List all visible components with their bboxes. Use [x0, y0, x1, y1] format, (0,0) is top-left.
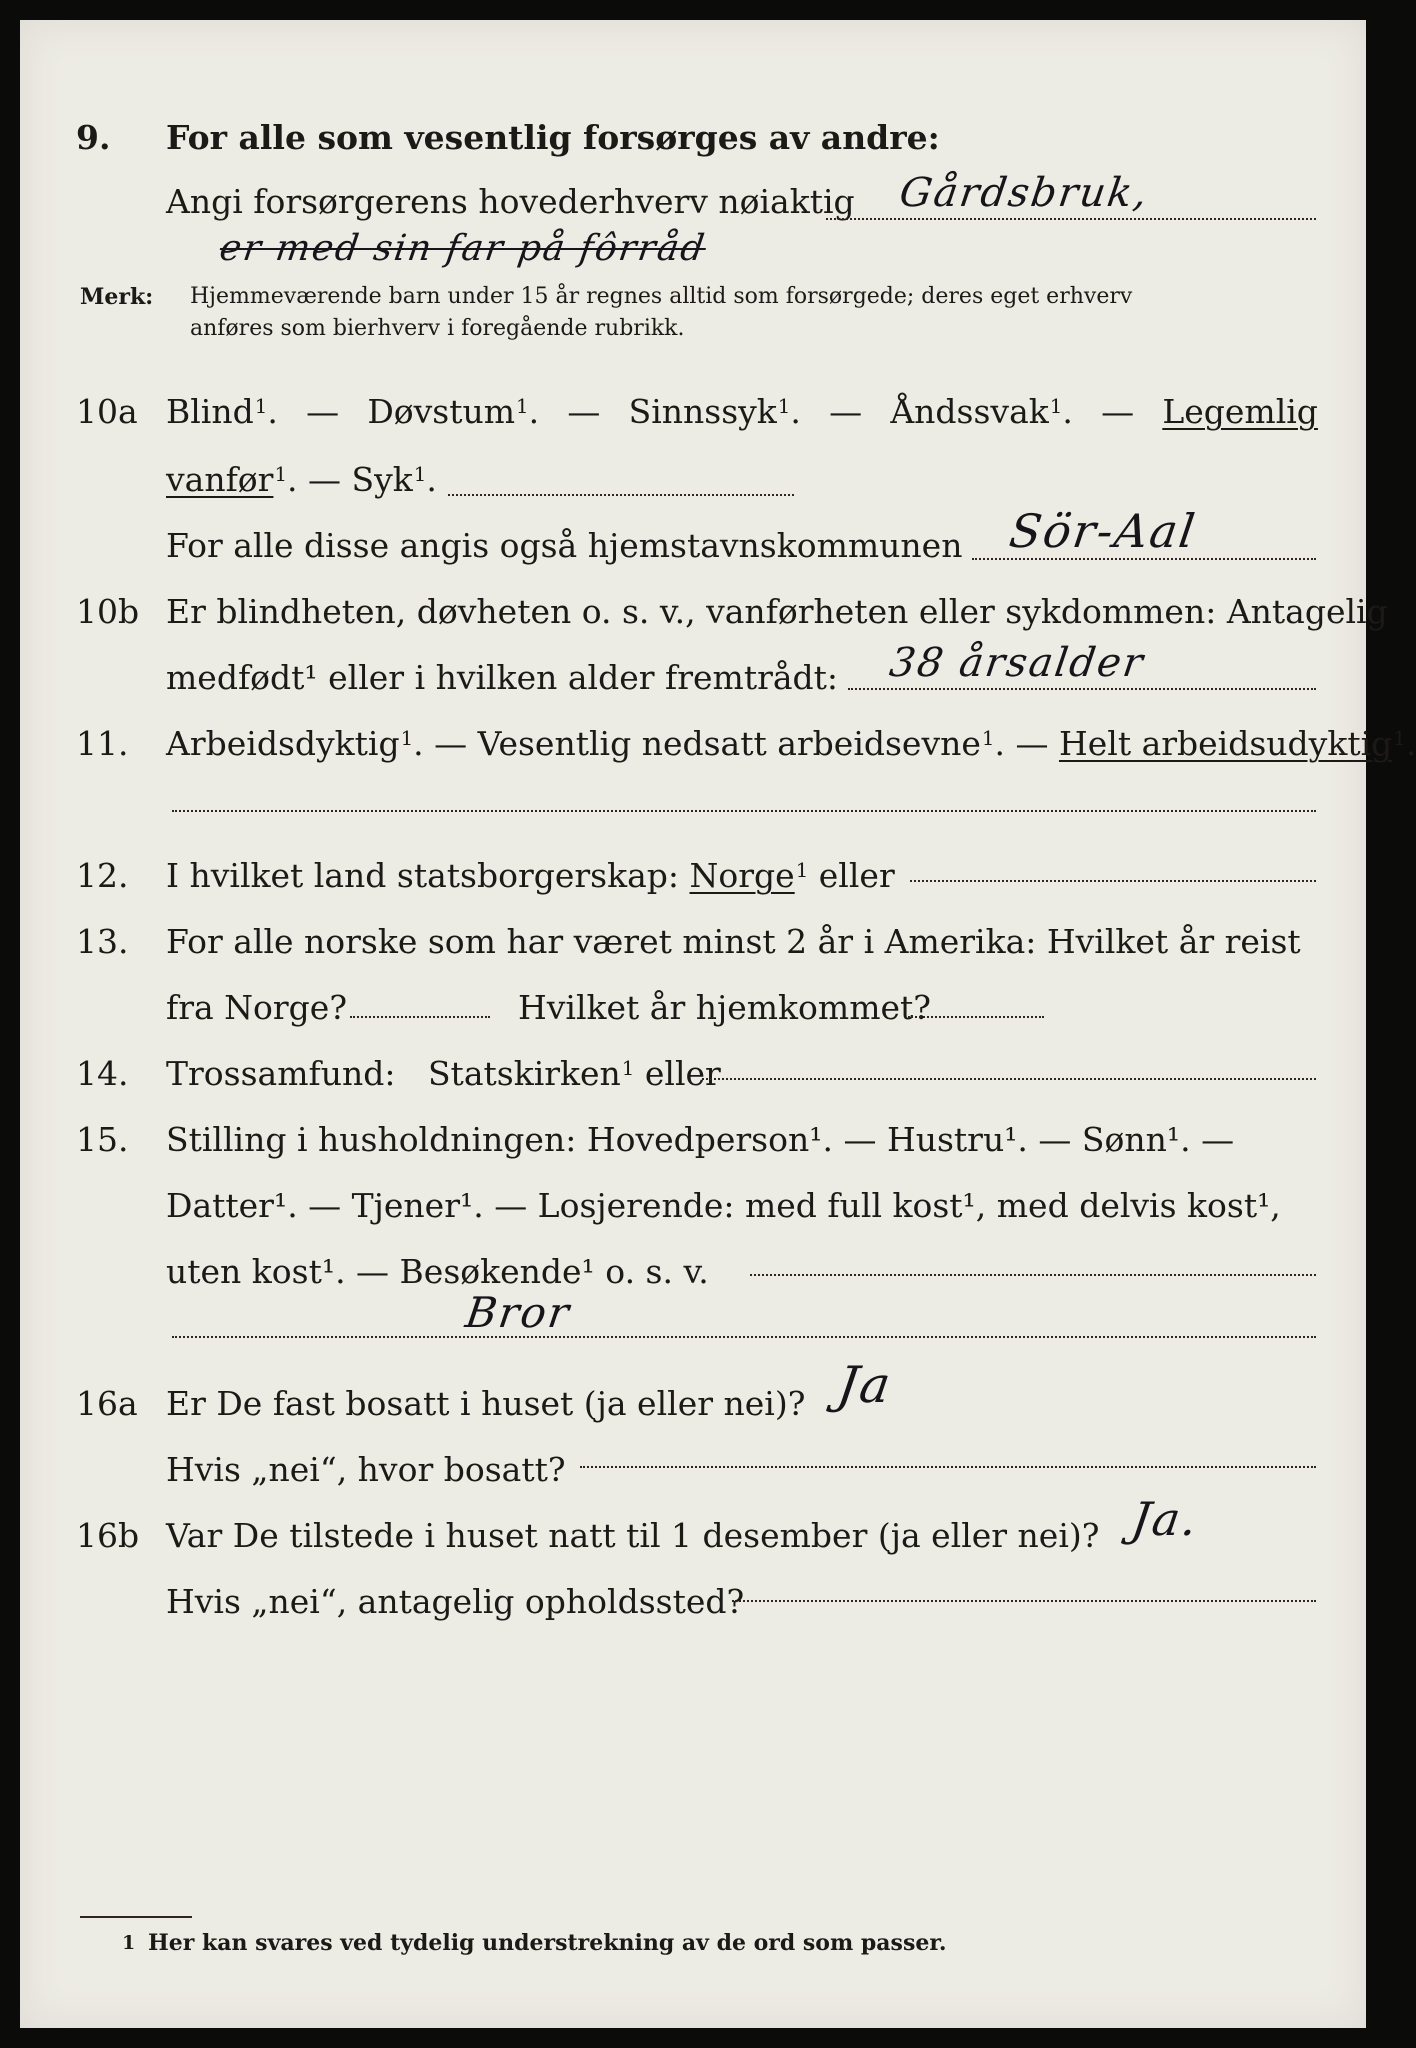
q12-eller: eller [818, 856, 895, 895]
q10b-line-2: medfødt¹ eller i hvilken alder fremtrådt: [166, 658, 839, 697]
merk-line-1: Hjemmeværende barn under 15 år regnes alltid som forsørgede; deres eget erhverv [190, 284, 1133, 309]
q16a-row-1 [20, 1374, 1366, 1434]
q16a-answer: Ja [833, 1356, 896, 1414]
opt-statskirken[interactable]: Statskirken [427, 1054, 621, 1093]
q15-answer: Bror [462, 1288, 574, 1337]
q15-answer-line-2[interactable] [172, 1336, 1316, 1338]
footnote-rule [80, 1916, 192, 1918]
q13-hjemkommet-prompt: Hvilket år hjemkommet? [518, 988, 931, 1027]
q10a-hjemstavn-prompt: For alle disse angis også hjemstavnskommunen [166, 526, 963, 565]
merk-label: Merk: [80, 284, 154, 310]
q14-number: 14. [76, 1054, 129, 1093]
footnote-text: Her kan svares ved tydelig understrekning av de ord som passer. [148, 1930, 947, 1956]
q9-number: 9. [76, 118, 111, 157]
q15-answer-line-1[interactable] [750, 1274, 1316, 1276]
q13-reist-line[interactable] [350, 1016, 490, 1018]
q10b-number: 10b [76, 592, 140, 631]
q13-number: 13. [76, 922, 129, 961]
q10a-hjemstavn-line[interactable] [972, 558, 1316, 560]
census-form-page [20, 20, 1416, 2028]
q16b-row-2 [20, 1572, 1366, 1632]
q15-line-1[interactable]: Stilling i husholdningen: Hovedperson¹. — Hustru¹. — Sønn¹. — [166, 1120, 1235, 1159]
q9-answer-1: Gårdsbruk, [896, 170, 1152, 216]
opt-legemlig[interactable]: Legemlig [1162, 392, 1318, 431]
merk-line-2: anføres som bierhverv i foregående rubrikk. [190, 316, 685, 341]
q9-prompt-row [20, 172, 1366, 232]
opt-syk[interactable]: Syk [351, 460, 413, 499]
q15-row-3 [20, 1242, 1366, 1302]
opt-nedsatt[interactable]: Vesentlig nedsatt arbeidsevne [477, 724, 981, 763]
q16a-line-2: Hvis „nei“, hvor bosatt? [166, 1450, 566, 1489]
opt-norge[interactable]: Norge [689, 856, 795, 895]
q13-reist-prompt: fra Norge? [166, 988, 348, 1027]
q13-line-1: For alle norske som har været minst 2 år i Amerika: Hvilket år reist [166, 922, 1301, 961]
q11-number: 11. [76, 724, 129, 763]
q14-answer-line[interactable] [702, 1078, 1316, 1080]
q15-row-1 [20, 1110, 1366, 1170]
opt-dovstum: Døvstum$^1$. [367, 392, 540, 431]
q14-row: 14. Trossamfund: Statskirken$^1$ eller [76, 1054, 721, 1093]
q16a-line-1: Er De fast bosatt i huset (ja eller nei)? [166, 1384, 806, 1423]
q15-line-3[interactable]: uten kost¹. — Besøkende¹ o. s. v. [166, 1252, 709, 1291]
q10a-syk-line[interactable] [448, 494, 794, 496]
q9-answer-2: er med sin far på fôrråd [217, 228, 709, 269]
q12-answer-line[interactable] [910, 880, 1316, 882]
q12-number: 12. [76, 856, 129, 895]
q10a-number: 10a [76, 392, 138, 431]
q16b-opholdssted-line[interactable] [732, 1600, 1316, 1602]
q10b-row-1 [20, 582, 1388, 642]
q10b-line-1: Er blindheten, døvheten o. s. v., vanførheten eller sykdommen: Antagelig [166, 592, 1388, 631]
q13-row-2 [20, 978, 1366, 1038]
q16b-number: 16b [76, 1516, 140, 1555]
opt-vanfor[interactable]: vanfør [166, 460, 274, 499]
q15-number: 15. [76, 1120, 129, 1159]
q13-row-1 [20, 912, 1366, 972]
opt-blind: Blind$^1$. [166, 392, 278, 431]
q9-heading: For alle som vesentlig forsørges av andre: [166, 118, 940, 157]
q14-eller: eller [644, 1054, 721, 1093]
q9-prompt: Angi forsørgerens hovederhverv nøiaktig [166, 182, 855, 221]
q10b-answer-line[interactable] [848, 688, 1316, 690]
q9-answer-line[interactable] [826, 218, 1316, 220]
q16a-row-2 [20, 1440, 1366, 1500]
opt-arbeidsdyktig[interactable]: Arbeidsdyktig [166, 724, 400, 763]
q10a-row-2: vanfør$^1$. — Syk$^1$. [166, 460, 437, 499]
q16b-answer: Ja. [1128, 1492, 1203, 1546]
q15-row-2 [20, 1176, 1366, 1236]
q12-row: 12. I hvilket land statsborgerskap: Norge$^1$ eller [76, 856, 895, 895]
q16b-line-2: Hvis „nei“, antagelig opholdssted? [166, 1582, 745, 1621]
opt-sinnssyk: Sinnssyk$^1$. [628, 392, 801, 431]
q16b-line-1: Var De tilstede i huset natt til 1 desember (ja eller nei)? [166, 1516, 1100, 1555]
footnote-mark: 1 [122, 1932, 136, 1954]
q16a-number: 16a [76, 1384, 138, 1423]
q11-extra-line[interactable] [172, 810, 1316, 812]
q16a-bosatt-line[interactable] [580, 1466, 1316, 1468]
q10a-row-1: 10a Blind$^1$. — Døvstum$^1$. — Sinnssyk$^1$. — Åndssvak$^1$. — Legemlig [76, 392, 1318, 431]
q12-prompt: I hvilket land statsborgerskap: [166, 856, 680, 895]
q10b-row-2 [20, 648, 1366, 708]
opt-andssvak: Åndssvak$^1$. [890, 392, 1073, 431]
opt-arbeidsudyktig[interactable]: Helt arbeidsudyktig [1058, 724, 1393, 763]
q14-prompt: Trossamfund: [166, 1054, 396, 1093]
q10a-answer: Sör-Aal [1006, 504, 1200, 558]
q9-heading-row [20, 108, 1366, 168]
q15-line-2[interactable]: Datter¹. — Tjener¹. — Losjerende: med full kost¹, med delvis kost¹, [166, 1186, 1281, 1225]
q10b-answer: 38 årsalder [886, 640, 1148, 686]
q11-row: 11. Arbeidsdyktig$^1$. — Vesentlig nedsatt arbeidsevne$^1$. — Helt arbeidsudyktig$^1$. [76, 724, 1416, 763]
q13-hjemkommet-line[interactable] [908, 1016, 1044, 1018]
